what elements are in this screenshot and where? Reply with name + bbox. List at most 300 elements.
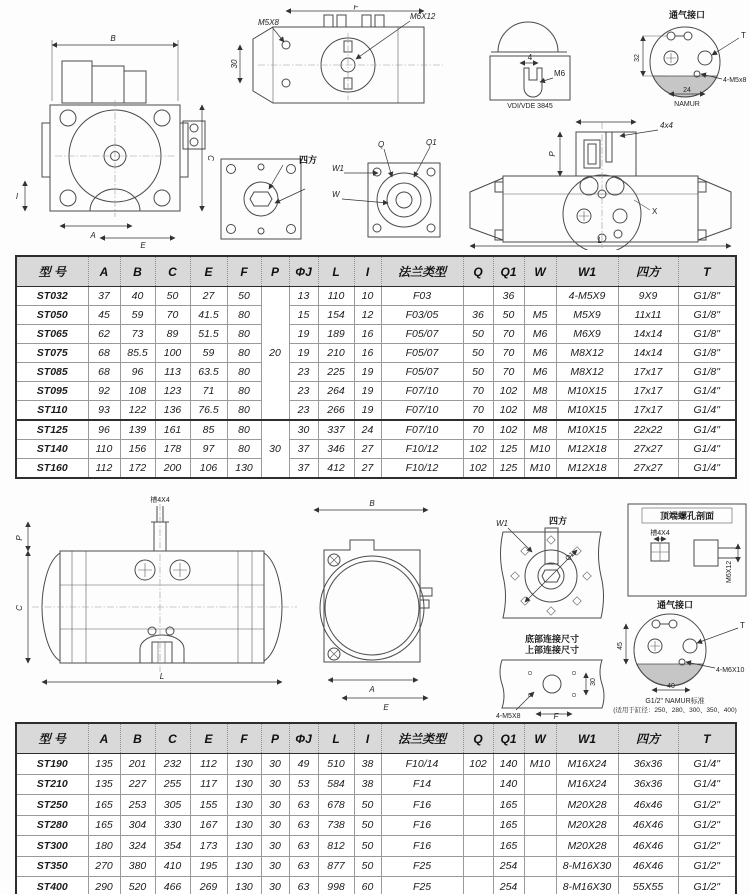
value-cell: 112: [190, 754, 227, 775]
column-header-16: T: [678, 723, 736, 754]
value-cell: 154: [318, 306, 354, 325]
value-cell: [524, 836, 556, 857]
column-header-14: W1: [556, 723, 618, 754]
value-cell: 210: [318, 344, 354, 363]
dim-label-c: C: [15, 605, 24, 611]
value-cell: 30: [261, 877, 289, 894]
value-cell: G1/8": [678, 344, 736, 363]
value-cell: 330: [155, 815, 190, 836]
table-row: [16, 754, 736, 775]
value-cell: F07/10: [381, 401, 463, 421]
label-x: X: [652, 207, 658, 216]
value-cell: M10X15: [556, 382, 618, 401]
value-cell: 80: [227, 401, 261, 421]
value-cell: 36x36: [618, 774, 678, 795]
value-cell: 80: [227, 306, 261, 325]
column-header-5: F: [227, 256, 261, 287]
value-cell: F10/14: [381, 754, 463, 775]
label-m6x12: M6X12: [726, 560, 733, 583]
value-cell: 97: [190, 440, 227, 459]
label-q: Q: [378, 140, 385, 149]
value-cell: 123: [155, 382, 190, 401]
value-cell: 139: [120, 420, 155, 440]
column-header-1: A: [88, 723, 120, 754]
value-cell: 96: [120, 363, 155, 382]
value-cell: 108: [120, 382, 155, 401]
value-cell: F03/05: [381, 306, 463, 325]
value-cell: 40: [120, 287, 155, 306]
value-cell: G1/8": [678, 325, 736, 344]
label-q1: Q1: [426, 138, 437, 147]
section-box-title: 顶端螺孔剖面: [659, 511, 715, 521]
value-cell: 8-M16X30: [556, 856, 618, 877]
value-cell: 255: [155, 774, 190, 795]
value-cell: 877: [318, 856, 354, 877]
value-cell: 110: [88, 440, 120, 459]
value-cell: M12X18: [556, 440, 618, 459]
column-header-7: ΦJ: [289, 256, 318, 287]
value-cell: 125: [493, 440, 524, 459]
table-row: [16, 877, 736, 894]
value-cell: 50: [463, 363, 493, 382]
value-cell: 14x14: [618, 344, 678, 363]
value-cell: 125: [493, 459, 524, 479]
air-port-title: 通气接口: [668, 10, 706, 20]
model-cell: ST280: [16, 815, 88, 836]
dim-label-a: A: [90, 231, 96, 240]
column-header-12: Q1: [493, 723, 524, 754]
value-cell: 37: [289, 440, 318, 459]
value-cell: 173: [190, 836, 227, 857]
value-cell: M10: [524, 754, 556, 775]
model-cell: ST095: [16, 382, 88, 401]
column-header-7: ΦJ: [289, 723, 318, 754]
value-cell: 130: [227, 459, 261, 479]
value-cell: 38: [354, 774, 381, 795]
value-cell: 324: [120, 836, 155, 857]
value-cell: 112: [88, 459, 120, 479]
column-header-16: T: [678, 256, 736, 287]
dim-label-b: B: [369, 499, 375, 508]
value-cell: M6: [524, 344, 556, 363]
air-port-detail-top-drawing: [615, 8, 750, 112]
value-cell: G1/4": [678, 440, 736, 459]
value-cell: 59: [120, 306, 155, 325]
table1-wrapper: [15, 255, 737, 479]
value-cell: 510: [318, 754, 354, 775]
value-cell: M6: [524, 325, 556, 344]
value-cell: M8X12: [556, 363, 618, 382]
table-row: [16, 815, 736, 836]
value-cell: 23: [289, 382, 318, 401]
value-cell: [524, 795, 556, 816]
namur-note-caption: (适用于缸径：250、280、300、350、400): [613, 707, 737, 714]
value-cell: 180: [88, 836, 120, 857]
value-cell: 412: [318, 459, 354, 479]
value-cell: 254: [493, 856, 524, 877]
value-cell: 130: [227, 856, 261, 877]
value-cell: 30: [289, 420, 318, 440]
value-cell: 998: [318, 877, 354, 894]
label-w1: W1: [332, 164, 344, 173]
slot-4x4-label: 槽4X4: [650, 530, 670, 537]
bottom-flange-view-drawing: [330, 135, 448, 245]
value-cell: 13: [289, 287, 318, 306]
table-row: [16, 420, 736, 440]
label-m6: M6: [554, 69, 566, 78]
value-cell: G1/4": [678, 382, 736, 401]
column-header-10: 法兰类型: [381, 723, 463, 754]
dim-label-e: E: [140, 241, 146, 250]
value-cell: F16: [381, 795, 463, 816]
value-cell: 130: [227, 795, 261, 816]
value-cell: F14: [381, 774, 463, 795]
value-cell: 63: [289, 815, 318, 836]
column-header-0: 型 号: [16, 256, 88, 287]
value-cell: 11x11: [618, 306, 678, 325]
value-cell: 80: [227, 325, 261, 344]
value-cell: 27: [190, 287, 227, 306]
value-cell: 30: [261, 774, 289, 795]
model-cell: ST075: [16, 344, 88, 363]
value-cell: M16X24: [556, 754, 618, 775]
value-cell: [463, 877, 493, 894]
dimensions-table-st190-st400: [15, 722, 737, 894]
value-cell: 80: [227, 344, 261, 363]
value-cell: 50: [227, 287, 261, 306]
value-cell: 253: [120, 795, 155, 816]
value-cell: G1/2": [678, 815, 736, 836]
air-port-detail-bottom-drawing: [600, 598, 750, 716]
column-header-15: 四方: [618, 256, 678, 287]
table-row: [16, 836, 736, 857]
value-cell: 80: [227, 363, 261, 382]
value-cell: [524, 877, 556, 894]
value-cell: 49: [289, 754, 318, 775]
dim-label-f: F: [553, 712, 559, 720]
value-cell: 50: [463, 344, 493, 363]
value-cell: 19: [289, 325, 318, 344]
value-cell: 30: [261, 795, 289, 816]
value-cell: 117: [190, 774, 227, 795]
header-row: [16, 256, 736, 287]
value-cell: 36: [463, 306, 493, 325]
value-cell: 36: [493, 287, 524, 306]
value-cell: 46x46: [618, 795, 678, 816]
value-cell: 113: [155, 363, 190, 382]
value-cell: 678: [318, 795, 354, 816]
value-cell: G1/2": [678, 877, 736, 894]
value-cell: 22x22: [618, 420, 678, 440]
value-cell: M8: [524, 382, 556, 401]
value-cell: 305: [155, 795, 190, 816]
value-cell: 264: [318, 382, 354, 401]
value-cell: 38: [354, 754, 381, 775]
value-cell: [524, 774, 556, 795]
value-cell: 4-M5X9: [556, 287, 618, 306]
actuator-plan-view-drawing: [228, 5, 453, 130]
value-cell: 17x17: [618, 401, 678, 421]
value-cell: G1/8": [678, 287, 736, 306]
dim-label-l: L: [159, 672, 165, 681]
label-m5x8: M5X8: [258, 18, 279, 27]
value-cell: 165: [493, 836, 524, 857]
column-header-6: P: [261, 723, 289, 754]
value-cell: 30: [261, 815, 289, 836]
value-cell: [463, 836, 493, 857]
value-cell: M10X15: [556, 420, 618, 440]
value-cell: [524, 856, 556, 877]
column-header-8: L: [318, 256, 354, 287]
value-cell: F03: [381, 287, 463, 306]
value-cell: 12: [354, 306, 381, 325]
value-cell: 73: [120, 325, 155, 344]
value-cell: 19: [354, 382, 381, 401]
value-cell: 140: [493, 774, 524, 795]
label-m6x12: M6X12: [410, 12, 436, 21]
value-cell: 232: [155, 754, 190, 775]
table2-wrapper: [15, 722, 737, 894]
model-cell: ST140: [16, 440, 88, 459]
value-cell: 102: [463, 459, 493, 479]
value-cell: 269: [190, 877, 227, 894]
value-cell: 227: [120, 774, 155, 795]
value-cell: 520: [120, 877, 155, 894]
model-cell: ST250: [16, 795, 88, 816]
value-cell: G1/4": [678, 774, 736, 795]
value-cell: 50: [493, 306, 524, 325]
value-cell: 53: [289, 774, 318, 795]
value-cell: 30: [261, 420, 289, 478]
model-cell: ST065: [16, 325, 88, 344]
value-cell: 130: [227, 877, 261, 894]
dim-label-24: 24: [683, 87, 691, 94]
model-cell: ST160: [16, 459, 88, 479]
dim-label-4: 4: [527, 53, 533, 62]
value-cell: 63: [289, 856, 318, 877]
value-cell: 45: [88, 306, 120, 325]
actuator-end-view-drawing: [302, 492, 437, 720]
table-row: [16, 306, 736, 325]
value-cell: [463, 795, 493, 816]
bottom-connection-caption: 底部连接尺寸: [524, 634, 580, 644]
column-header-11: Q: [463, 723, 493, 754]
dim-label-a: A: [369, 685, 375, 694]
value-cell: G1/4": [678, 459, 736, 479]
label-4-m6x10: 4-M6X10: [716, 667, 745, 674]
value-cell: [463, 287, 493, 306]
value-cell: 16: [354, 344, 381, 363]
label-4-m5x8: 4-M5x8: [723, 77, 747, 84]
value-cell: 70: [463, 382, 493, 401]
table-row: [16, 795, 736, 816]
dim-label-e: E: [383, 703, 389, 712]
value-cell: 16: [354, 325, 381, 344]
value-cell: 102: [493, 420, 524, 440]
value-cell: 70: [463, 420, 493, 440]
value-cell: 140: [493, 754, 524, 775]
vdi-caption: VDI/VDE 3845: [507, 103, 553, 110]
value-cell: G1/2": [678, 836, 736, 857]
value-cell: G1/2": [678, 795, 736, 816]
column-header-12: Q1: [493, 256, 524, 287]
column-header-2: B: [120, 723, 155, 754]
value-cell: 165: [493, 815, 524, 836]
model-cell: ST400: [16, 877, 88, 894]
value-cell: 70: [155, 306, 190, 325]
value-cell: 23: [289, 401, 318, 421]
value-cell: M20X28: [556, 836, 618, 857]
table-row: [16, 363, 736, 382]
value-cell: 155: [190, 795, 227, 816]
column-header-4: E: [190, 256, 227, 287]
value-cell: 50: [354, 815, 381, 836]
model-cell: ST300: [16, 836, 88, 857]
model-cell: ST125: [16, 420, 88, 440]
value-cell: 27x27: [618, 440, 678, 459]
value-cell: 30: [261, 754, 289, 775]
value-cell: 102: [493, 401, 524, 421]
value-cell: 59: [190, 344, 227, 363]
value-cell: 346: [318, 440, 354, 459]
model-cell: ST050: [16, 306, 88, 325]
value-cell: 70: [493, 325, 524, 344]
value-cell: 14x14: [618, 325, 678, 344]
value-cell: 19: [354, 401, 381, 421]
namur-standard-caption: G1/2" NAMUR标准: [645, 698, 705, 705]
header-row: [16, 723, 736, 754]
value-cell: 270: [88, 856, 120, 877]
table-row: [16, 774, 736, 795]
value-cell: 96: [88, 420, 120, 440]
square-label: 四方: [548, 516, 568, 526]
model-cell: ST210: [16, 774, 88, 795]
column-header-3: C: [155, 256, 190, 287]
table-row: [16, 287, 736, 306]
value-cell: 46X46: [618, 836, 678, 857]
value-cell: 17x17: [618, 382, 678, 401]
value-cell: 812: [318, 836, 354, 857]
dim-label-l: L: [597, 236, 603, 245]
value-cell: 30: [261, 856, 289, 877]
value-cell: 136: [155, 401, 190, 421]
actuator-front-view-drawing: [5, 5, 220, 250]
value-cell: [463, 774, 493, 795]
value-cell: 63: [289, 836, 318, 857]
value-cell: 20: [261, 287, 289, 421]
model-cell: ST350: [16, 856, 88, 877]
value-cell: F05/07: [381, 344, 463, 363]
slot-4x4-label: 槽4X4: [150, 497, 170, 504]
value-cell: 102: [463, 754, 493, 775]
dim-label-40: 40: [667, 683, 675, 690]
value-cell: 122: [120, 401, 155, 421]
value-cell: M10: [524, 459, 556, 479]
value-cell: 55X55: [618, 877, 678, 894]
value-cell: 225: [318, 363, 354, 382]
value-cell: 68: [88, 363, 120, 382]
value-cell: M10X15: [556, 401, 618, 421]
value-cell: 130: [227, 815, 261, 836]
air-port-title: 通气接口: [656, 600, 694, 610]
dim-label-c: C: [206, 155, 215, 161]
value-cell: 17x17: [618, 363, 678, 382]
value-cell: 172: [120, 459, 155, 479]
value-cell: G1/2": [678, 856, 736, 877]
value-cell: M5: [524, 306, 556, 325]
column-header-15: 四方: [618, 723, 678, 754]
value-cell: 195: [190, 856, 227, 877]
value-cell: 135: [88, 754, 120, 775]
value-cell: 266: [318, 401, 354, 421]
value-cell: M8X12: [556, 344, 618, 363]
value-cell: 178: [155, 440, 190, 459]
value-cell: F10/12: [381, 440, 463, 459]
value-cell: 30: [261, 836, 289, 857]
top-connection-drawing: [488, 642, 616, 720]
value-cell: 68: [88, 344, 120, 363]
square-drive-detail-drawing: [213, 145, 325, 245]
column-header-0: 型 号: [16, 723, 88, 754]
value-cell: 100: [155, 344, 190, 363]
value-cell: 70: [463, 401, 493, 421]
value-cell: 27x27: [618, 459, 678, 479]
label-w1: W1: [496, 519, 508, 528]
value-cell: [524, 815, 556, 836]
value-cell: 70: [493, 344, 524, 363]
dim-label-p: P: [548, 151, 557, 157]
dim-label-4x4: 4x4: [660, 121, 673, 130]
column-header-13: W: [524, 723, 556, 754]
value-cell: 165: [88, 815, 120, 836]
value-cell: 60: [354, 877, 381, 894]
value-cell: G1/4": [678, 420, 736, 440]
value-cell: 37: [88, 287, 120, 306]
table-row: [16, 440, 736, 459]
value-cell: 80: [227, 440, 261, 459]
value-cell: 93: [88, 401, 120, 421]
value-cell: F05/07: [381, 363, 463, 382]
model-cell: ST032: [16, 287, 88, 306]
value-cell: 50: [155, 287, 190, 306]
column-header-10: 法兰类型: [381, 256, 463, 287]
column-header-14: W1: [556, 256, 618, 287]
label-4-m5x8: 4-M5X8: [496, 713, 521, 720]
column-header-2: B: [120, 256, 155, 287]
dim-label-q1: Q1: [564, 551, 577, 563]
value-cell: 27: [354, 440, 381, 459]
value-cell: G1/8": [678, 306, 736, 325]
value-cell: 189: [318, 325, 354, 344]
column-header-5: F: [227, 723, 261, 754]
table-row: [16, 459, 736, 479]
dim-label-f: F: [353, 5, 359, 12]
dim-label-b: B: [110, 34, 116, 43]
table-row: [16, 325, 736, 344]
value-cell: 80: [227, 420, 261, 440]
value-cell: 46X46: [618, 856, 678, 877]
value-cell: 50: [354, 856, 381, 877]
value-cell: 110: [318, 287, 354, 306]
value-cell: 102: [493, 382, 524, 401]
value-cell: 130: [227, 754, 261, 775]
value-cell: 36x36: [618, 754, 678, 775]
column-header-8: L: [318, 723, 354, 754]
actuator-side-view-drawing: [448, 98, 750, 250]
top-connection-caption: 上部连接尺寸: [524, 645, 580, 655]
value-cell: [463, 815, 493, 836]
value-cell: 19: [354, 363, 381, 382]
